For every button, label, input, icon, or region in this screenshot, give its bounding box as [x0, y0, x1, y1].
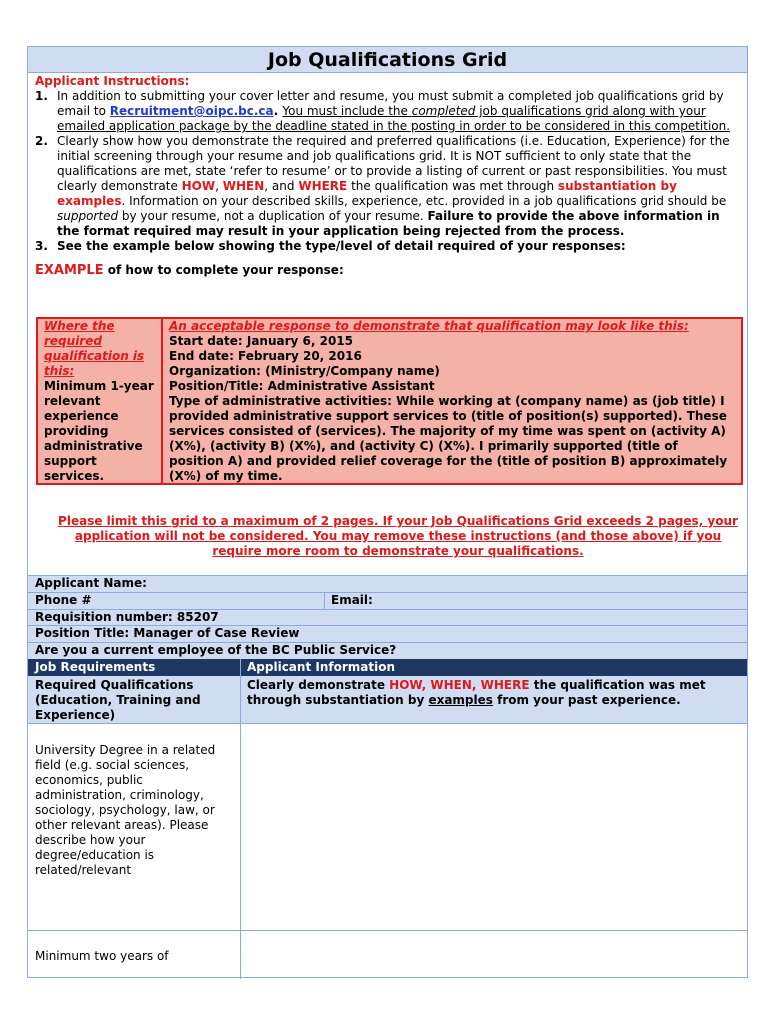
- required-qualifications-header: [28, 676, 747, 724]
- requirement-experience: Minimum two years of: [35, 949, 169, 963]
- applicant-name-row[interactable]: Applicant Name:: [28, 575, 747, 592]
- instruction-item-3: 3. See the example below showing the type/level of detail required of your responses:: [35, 239, 626, 253]
- position-title-row: Position Title: Manager of Case Review: [28, 625, 747, 642]
- example-line: Type of administrative activities: While working at (company name) as (job title) I provided administrative support services to (title of position(s) supported). These services consisted of (services). The majority of my time was spent on (activity A) (X%), (activity B) (X%), and (activity C) (X%). I primarily supported (title of position A) and provided relief coverage for the (title of position B) approximately (X%) of my time.: [169, 394, 728, 483]
- example-line: Organization: (Ministry/Company name): [169, 364, 440, 378]
- column-header-requirements: Job Requirements: [35, 660, 156, 674]
- phone-email-row: [28, 592, 747, 609]
- instruction-item-2: 2. Clearly show how you demonstrate the required and preferred qualifications (i.e. Education, Experience) for the initial screening through your resume and job qualifications grid. It is NOT sufficient to only state that the qualifications are met, state ‘refer to resume’ or to provide a listing of current or past responsibilities. You must clearly demonstrate HOW, WHEN, and WHERE the qualification was met through substantiation by examples. Information on your described skills, experience, etc. provided in a job qualifications grid should be supported by your resume, not a duplication of your resume. Failure to provide the above information in the format required may result in your application being rejected from the process.: [35, 134, 730, 238]
- row-divider: [28, 930, 747, 931]
- required-qualifications-label: Required Qualifications (Education, Training and Experience): [35, 678, 201, 722]
- example-left-heading: Where the required qualification is this:: [44, 319, 145, 378]
- instruction-item-1: 1. In addition to submitting your cover letter and resume, you must submit a completed job qualifications grid by email to Recruitment@oipc.bc.ca. You must include the completed job qualifications grid along with your emailed application package by the deadline stated in the posting in order to be considered in this competition.: [35, 89, 731, 133]
- requirement-degree: University Degree in a related field (e.g. social sciences, economics, public administration, criminology, sociology, psychology, law, or other relevant areas). Please describe how your degree/education is related/relevant: [35, 743, 216, 877]
- page-title: Job Qualifications Grid: [28, 47, 747, 73]
- example-line: Start date: January 6, 2015: [169, 334, 353, 348]
- recruitment-email-link[interactable]: Recruitment@oipc.bc.ca: [109, 104, 274, 118]
- requisition-row: Requisition number: 85207: [28, 609, 747, 625]
- phone-field[interactable]: Phone #: [35, 593, 92, 607]
- example-right-heading: An acceptable response to demonstrate that qualification may look like this:: [169, 319, 689, 333]
- example-left-body: Minimum 1-year relevant experience providing administrative support services.: [44, 379, 154, 483]
- applicant-instruction-text: Clearly demonstrate HOW, WHEN, WHERE the qualification was met through substantiation by examples from your past experience.: [247, 678, 706, 707]
- employee-question-row[interactable]: Are you a current employee of the BC Public Service?: [28, 642, 747, 659]
- column-header-applicant: Applicant Information: [247, 660, 395, 674]
- table-header: [28, 659, 747, 676]
- example-left-column: [38, 319, 163, 483]
- applicant-instructions: [35, 74, 741, 278]
- example-box: [36, 317, 743, 485]
- column-divider: [240, 659, 241, 979]
- job-qualifications-grid-page: [27, 46, 748, 978]
- example-line: Position/Title: Administrative Assistant: [169, 379, 435, 393]
- example-line: End date: February 20, 2016: [169, 349, 362, 363]
- example-right-column: [165, 319, 741, 484]
- example-heading: EXAMPLE of how to complete your response:: [35, 263, 344, 278]
- instructions-heading: Applicant Instructions:: [35, 74, 190, 88]
- page-limit-notice: Please limit this grid to a maximum of 2 pages. If your Job Qualifications Grid exceeds 2 pages, your application will not be considered. You may remove these instructions (and those above) if you require more room to demonstrate your qualifications.: [58, 514, 738, 558]
- email-field[interactable]: Email:: [324, 593, 373, 609]
